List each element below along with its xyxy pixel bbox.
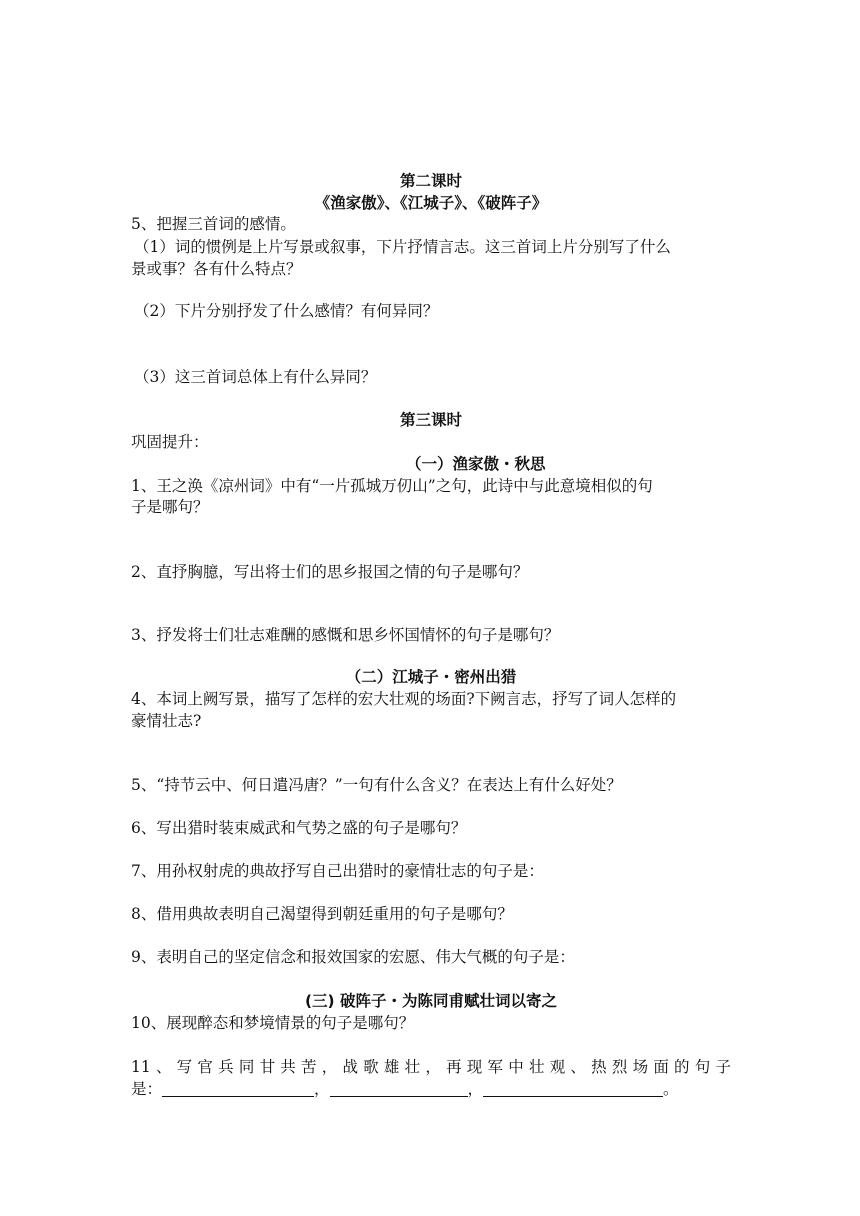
question-4-line2: 豪情壮志? [131, 712, 202, 730]
question-5-1-line1: （1）词的惯例是上片写景或叙事，下片抒情言志。这三首词上片分别写了什么 [134, 238, 671, 256]
consolidation-intro: 巩固提升： [131, 433, 209, 451]
question-11-line2 [131, 1078, 731, 1100]
lesson2-title: 第二课时 [399, 172, 462, 190]
part2-title: （二）江城子・密州出猎 [345, 668, 517, 686]
question-8: 8、借用典故表明自己渴望得到朝廷重用的句子是哪句？ [131, 905, 513, 923]
question-5-2: （2）下片分别抒发了什么感情？有何异同？ [134, 302, 439, 320]
question-2: 2、直抒胸臆，写出将士们的思乡报国之情的句子是哪句？ [131, 563, 529, 581]
question-3: 3、抒发将士们壮志难酬的感慨和思乡怀国情怀的句子是哪句？ [131, 626, 560, 644]
answer-blank-3[interactable] [483, 1080, 663, 1097]
part1-title: （一）渔家傲・秋思 [406, 455, 546, 473]
separator-1: ， [314, 1080, 330, 1098]
answer-prefix: 是： [131, 1080, 163, 1098]
question-4-line1: 4、本词上阙写景，描写了怎样的宏大壮观的场面?下阙言志，抒写了词人怎样的 [131, 690, 677, 708]
question-5-3: （3）这三首词总体上有什么异同？ [134, 368, 377, 386]
lesson3-title: 第三课时 [399, 411, 462, 429]
question-1-line1: 1、王之涣《凉州词》中有“一片孤城万仞山”之句，此诗中与此意境相似的句 [131, 477, 653, 495]
question-10: 10、展现醉态和梦境情景的句子是哪句？ [131, 1014, 415, 1032]
question-5: 5、把握三首词的感情。 [131, 215, 296, 233]
answer-blank-2[interactable] [330, 1080, 468, 1097]
lesson2-subtitle: 《渔家傲》、《江城子》、《破阵子》 [314, 194, 548, 212]
question-5b: 5、“持节云中、何日遣冯唐？”一句有什么含义？在表达上有什么好处？ [131, 776, 622, 794]
question-5-1-line2: 景或事？各有什么特点？ [131, 260, 302, 278]
question-9: 9、表明自己的坚定信念和报效国家的宏愿、伟大气概的句子是： [131, 948, 575, 966]
question-11-line1: 11、写官兵同甘共苦，战歌雄壮，再现军中壮观、热烈场面的句子 [131, 1058, 731, 1076]
answer-blank-1[interactable] [162, 1080, 314, 1097]
question-7: 7、用孙权射虎的典故抒写自己出猎时的豪情壮志的句子是： [131, 862, 544, 880]
separator-2: ， [467, 1080, 484, 1098]
terminal-period: 。 [663, 1080, 679, 1098]
question-1-line2: 子是哪句？ [131, 498, 209, 516]
part3-title: (三) 破阵子・为陈同甫赋壮词以寄之 [304, 992, 558, 1010]
question-6: 6、写出猎时装束威武和气势之盛的句子是哪句？ [131, 819, 467, 837]
